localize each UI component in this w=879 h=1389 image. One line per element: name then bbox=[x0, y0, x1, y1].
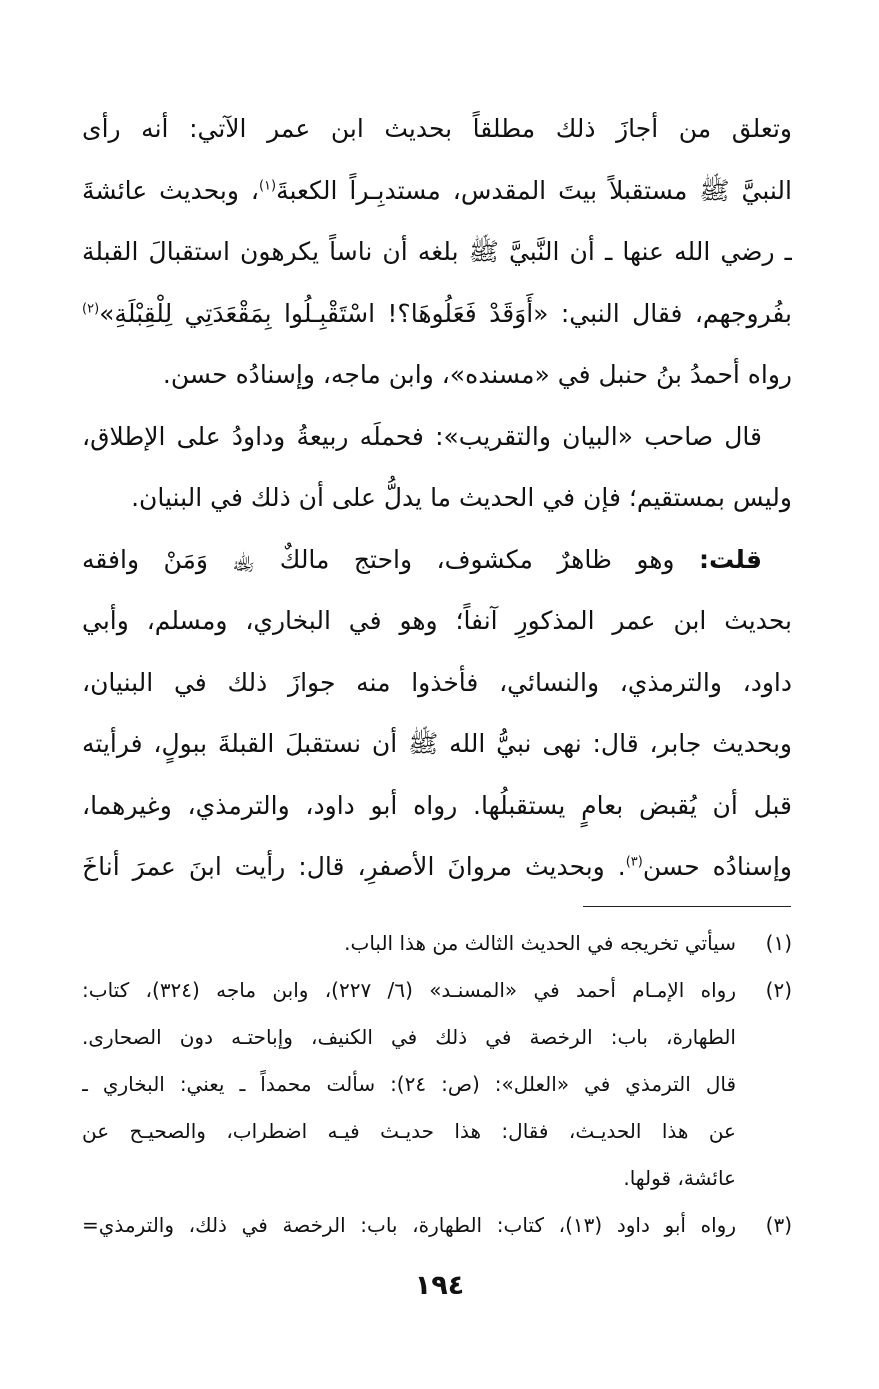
footnote-text: عن هذا الحديـث، فقال: هذا حديـث فيـه اضطراب، والصحيـح عن bbox=[82, 1119, 736, 1143]
footnote-text: قال الترمذي في «العلل»: (ص: ٢٤): سألت محمداً ـ يعني: البخاري ـ bbox=[82, 1072, 737, 1096]
footnote-ref-3: (٣) bbox=[625, 854, 643, 870]
footnote-separator bbox=[583, 906, 791, 907]
line-text: رواه أحمدُ بنُ حنبل في «مسنده»، وابن ماجه، وإسنادُه حسن. bbox=[162, 360, 792, 389]
footnote-number: (٣) bbox=[765, 1213, 792, 1237]
line-text: وهو ظاهرٌ مكشوف، واحتج مالكٌ ﵀ وَمَنْ وافقه bbox=[82, 544, 699, 574]
text-line bbox=[82, 221, 792, 283]
line-text: ، وبحديث عائشةَ bbox=[82, 175, 259, 205]
footnote-text: سيأتي تخريجه في الحديث الثالث من هذا الباب. bbox=[344, 931, 736, 955]
footnote-3 bbox=[82, 1202, 792, 1249]
text-line bbox=[82, 98, 792, 160]
footnote-2-line bbox=[82, 1108, 792, 1155]
footnote-1 bbox=[82, 920, 792, 967]
footnote-ref-2: (٢) bbox=[82, 301, 100, 317]
footnote-text: الطهارة، باب: الرخصة في ذلك في الكنيف، وإباحتـه دون الصحارى. bbox=[82, 1025, 736, 1049]
line-text: بفُروجهم، فقال النبي: «أَوَقَدْ فَعَلُوهَا؟! اسْتَقْبِـلُوا بِمَقْعَدَتِي لِلْقِبْلَةِ» bbox=[99, 298, 792, 328]
footnote-2-line bbox=[82, 1155, 792, 1202]
line-text: داود، والترمذي، والنسائي، فأخذوا منه جوازَ ذلك في البنيان، bbox=[82, 667, 792, 697]
footnote-number: (١) bbox=[765, 931, 792, 955]
text-line bbox=[82, 836, 792, 898]
footnote-ref-1: (١) bbox=[258, 178, 277, 194]
line-text: وبحديث جابر، قال: نهى نبيُّ الله ﷺ أن نستقبلَ القبلةَ ببولٍ، فرأيته bbox=[82, 729, 792, 758]
footnote-2-line bbox=[82, 1061, 792, 1108]
main-body-text bbox=[82, 98, 792, 898]
text-line bbox=[82, 590, 792, 652]
line-text: قبل أن يُقبض بعامٍ يستقبلُها. رواه أبو داود، والترمذي، وغيرهما، bbox=[82, 790, 792, 820]
footnote-text: رواه أبو داود (١٣)، كتاب: الطهارة، باب: الرخصة في ذلك، والترمذي= bbox=[82, 1213, 736, 1237]
footnotes bbox=[82, 920, 792, 1249]
text-line bbox=[82, 775, 792, 837]
footnote-2 bbox=[82, 967, 792, 1014]
footnote-text: عائشة، قولها. bbox=[623, 1166, 736, 1190]
text-line bbox=[82, 529, 792, 591]
text-line bbox=[82, 160, 792, 222]
line-text: . وبحديث مروانَ الأصفرِ، قال: رأيت ابنَ عمرَ أناخَ bbox=[82, 852, 626, 881]
line-text: وتعلق من أجازَ ذلك مطلقاً بحديث ابن عمر الآتي: أنه رأى bbox=[82, 114, 792, 143]
text-line bbox=[82, 652, 792, 714]
line-text: وإسنادُه حسن bbox=[642, 852, 792, 881]
line-text: قال صاحب «البيان والتقريب»: فحملَه ربيعةُ وداودُ على الإطلاق، bbox=[82, 421, 762, 451]
line-text: بحديث ابن عمر المذكورِ آنفاً؛ وهو في البخاري، ومسلم، وأبي bbox=[82, 606, 792, 635]
line-text: وليس بمستقيم؛ فإن في الحديث ما يدلُّ على أن ذلك في البنيان. bbox=[131, 483, 792, 512]
line-text: ـ رضي الله عنها ـ أن النَّبيَّ ﷺ بلغه أن ناساً يكرهون استقبالَ القبلة bbox=[82, 237, 792, 266]
page-number: ١٩٤ bbox=[414, 1270, 465, 1301]
footnote-2-line bbox=[82, 1014, 792, 1061]
text-line bbox=[82, 713, 792, 775]
text-line bbox=[82, 344, 792, 406]
line-text: النبيَّ ﷺ مستقبلاً بيتَ المقدس، مستدبِـراً الكعبةَ bbox=[276, 175, 792, 205]
text-line bbox=[82, 467, 792, 529]
text-line bbox=[82, 406, 792, 468]
footnote-number: (٢) bbox=[765, 978, 792, 1002]
footnote-text: رواه الإمـام أحمد في «المسنـد» (٦/ ٢٢٧)، وابن ماجه (٣٢٤)، كتاب: bbox=[82, 978, 736, 1002]
text-line bbox=[82, 283, 792, 345]
qultu-label: قلت: bbox=[698, 544, 762, 574]
